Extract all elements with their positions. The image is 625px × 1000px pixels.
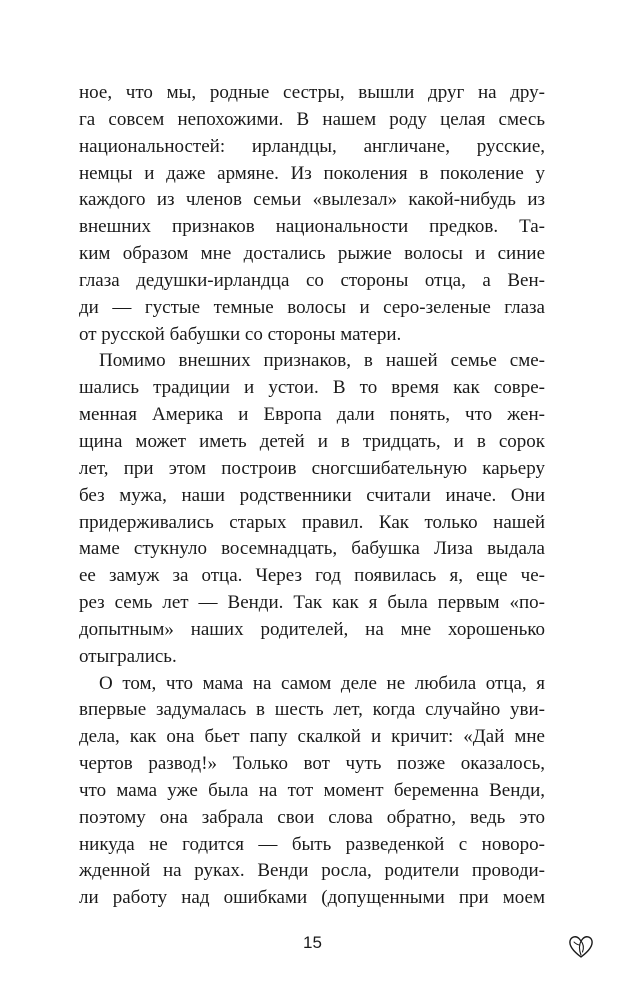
text-line: отыгрались. [79, 645, 177, 667]
text-line: никуда не годится — быть разведенкой с новоро- [79, 833, 545, 855]
text-line: лет, при этом построив сногсшибательную карьеру [79, 457, 545, 479]
page-text [79, 80, 545, 912]
text-line: придерживались старых правил. Как только нашей [79, 511, 545, 533]
text-line: впервые задумалась в шесть лет, когда случайно уви- [79, 699, 545, 721]
page-number: 15 [303, 933, 322, 952]
text-line: шались традиции и устои. В то время как совре- [79, 377, 545, 399]
text-line: внешних признаков национальности предков. Та- [79, 216, 545, 238]
text-line: каждого из членов семьи «вылезал» какой-нибудь из [79, 189, 545, 211]
heart-leaf-icon [567, 932, 595, 960]
text-line: поэтому она забрала свои слова обратно, ведь это [79, 806, 545, 828]
text-line: что мама уже была на тот момент беременна Венди, [79, 779, 545, 801]
text-line: немцы и даже армяне. Из поколения в поколение у [79, 162, 545, 184]
text-line: национальностей: ирландцы, англичане, русские, [79, 135, 545, 157]
text-line: га совсем непохожими. В нашем роду целая смесь [79, 108, 545, 130]
paragraph-1 [79, 80, 545, 348]
text-line: дела, как она бьет папу скалкой и кричит: «Дай мне [79, 726, 545, 748]
text-line: менная Америка и Европа дали понять, что жен- [79, 404, 545, 426]
text-line: О том, что мама на самом деле не любила отца, я [99, 672, 545, 694]
text-line: Помимо внешних признаков, в нашей семье сме- [99, 350, 545, 372]
text-line: от русской бабушки со стороны матери. [79, 323, 402, 345]
paragraph-2 [79, 348, 545, 670]
text-line: ди — густые темные волосы и серо-зеленые глаза [79, 296, 545, 318]
text-line: жденной на руках. Венди росла, родители проводи- [79, 860, 545, 882]
text-line: щина может иметь детей и в тридцать, и в сорок [79, 430, 545, 452]
text-line: ли работу над ошибками (допущенными при моем [79, 887, 545, 909]
text-line: допытным» наших родителей, на мне хорошенько [79, 618, 545, 640]
text-line: ее замуж за отца. Через год появилась я, еще че- [79, 565, 545, 587]
text-line: глаза дедушки-ирландца со стороны отца, а Вен- [79, 269, 545, 291]
text-line: чертов развод!» Только вот чуть позже оказалось, [79, 753, 545, 775]
text-line: без мужа, наши родственники считали иначе. Они [79, 484, 545, 506]
text-line: маме стукнуло восемнадцать, бабушка Лиза выдала [79, 538, 545, 560]
paragraph-3 [79, 671, 545, 913]
text-line: рез семь лет — Венди. Так как я была первым «по- [79, 592, 545, 614]
text-line: ким образом мне достались рыжие волосы и синие [79, 243, 545, 265]
text-line: ное, что мы, родные сестры, вышли друг на дру- [79, 82, 545, 103]
